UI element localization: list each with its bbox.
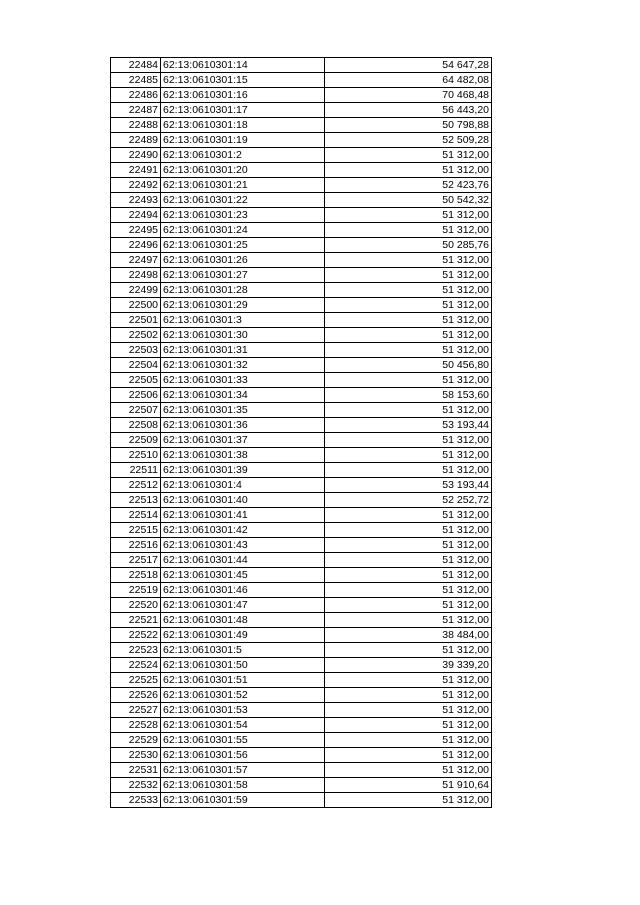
row-number-cell: 22497	[111, 253, 161, 268]
cadastral-number-cell: 62:13:0610301:2	[161, 148, 325, 163]
value-cell: 38 484,00	[325, 628, 492, 643]
row-number-cell: 22490	[111, 148, 161, 163]
row-number-cell: 22532	[111, 778, 161, 793]
table-row	[111, 523, 492, 538]
row-number-cell: 22518	[111, 568, 161, 583]
row-number-cell: 22512	[111, 478, 161, 493]
cadastral-number-cell: 62:13:0610301:32	[161, 358, 325, 373]
table-row	[111, 178, 492, 193]
value-cell: 53 193,44	[325, 418, 492, 433]
table-row	[111, 568, 492, 583]
value-cell: 51 312,00	[325, 538, 492, 553]
value-cell: 51 312,00	[325, 733, 492, 748]
value-cell: 50 798,88	[325, 118, 492, 133]
table-row	[111, 538, 492, 553]
value-cell: 54 647,28	[325, 58, 492, 73]
cadastral-number-cell: 62:13:0610301:19	[161, 133, 325, 148]
value-cell: 51 312,00	[325, 433, 492, 448]
value-cell: 51 312,00	[325, 718, 492, 733]
value-cell: 51 312,00	[325, 373, 492, 388]
value-cell: 50 542,32	[325, 193, 492, 208]
cadastral-number-cell: 62:13:0610301:47	[161, 598, 325, 613]
row-number-cell: 22531	[111, 763, 161, 778]
table-row	[111, 763, 492, 778]
row-number-cell: 22506	[111, 388, 161, 403]
table-row	[111, 583, 492, 598]
row-number-cell: 22505	[111, 373, 161, 388]
cadastral-number-cell: 62:13:0610301:5	[161, 643, 325, 658]
cadastral-number-cell: 62:13:0610301:34	[161, 388, 325, 403]
cadastral-number-cell: 62:13:0610301:55	[161, 733, 325, 748]
value-cell: 52 423,76	[325, 178, 492, 193]
row-number-cell: 22494	[111, 208, 161, 223]
value-cell: 56 443,20	[325, 103, 492, 118]
table-row	[111, 268, 492, 283]
row-number-cell: 22500	[111, 298, 161, 313]
value-cell: 51 312,00	[325, 793, 492, 808]
cadastral-number-cell: 62:13:0610301:24	[161, 223, 325, 238]
table-row	[111, 253, 492, 268]
row-number-cell: 22491	[111, 163, 161, 178]
cadastral-number-cell: 62:13:0610301:57	[161, 763, 325, 778]
table-row	[111, 73, 492, 88]
row-number-cell: 22502	[111, 328, 161, 343]
value-cell: 64 482,08	[325, 73, 492, 88]
table-row	[111, 553, 492, 568]
table-row	[111, 298, 492, 313]
cadastral-number-cell: 62:13:0610301:16	[161, 88, 325, 103]
row-number-cell: 22498	[111, 268, 161, 283]
row-number-cell: 22484	[111, 58, 161, 73]
table-row	[111, 613, 492, 628]
row-number-cell: 22487	[111, 103, 161, 118]
value-cell: 50 285,76	[325, 238, 492, 253]
table-row	[111, 478, 492, 493]
row-number-cell: 22515	[111, 523, 161, 538]
cadastral-number-cell: 62:13:0610301:20	[161, 163, 325, 178]
value-cell: 51 312,00	[325, 688, 492, 703]
value-cell: 51 312,00	[325, 643, 492, 658]
table-row	[111, 343, 492, 358]
table-row	[111, 628, 492, 643]
cadastral-number-cell: 62:13:0610301:52	[161, 688, 325, 703]
table-row	[111, 238, 492, 253]
cadastral-number-cell: 62:13:0610301:3	[161, 313, 325, 328]
row-number-cell: 22511	[111, 463, 161, 478]
row-number-cell: 22530	[111, 748, 161, 763]
row-number-cell: 22488	[111, 118, 161, 133]
row-number-cell: 22524	[111, 658, 161, 673]
cadastral-number-cell: 62:13:0610301:27	[161, 268, 325, 283]
row-number-cell: 22507	[111, 403, 161, 418]
cadastral-number-cell: 62:13:0610301:38	[161, 448, 325, 463]
row-number-cell: 22504	[111, 358, 161, 373]
cadastral-number-cell: 62:13:0610301:50	[161, 658, 325, 673]
table-row	[111, 718, 492, 733]
cadastral-number-cell: 62:13:0610301:23	[161, 208, 325, 223]
cadastral-number-cell: 62:13:0610301:43	[161, 538, 325, 553]
value-cell: 39 339,20	[325, 658, 492, 673]
table-row	[111, 448, 492, 463]
cadastral-number-cell: 62:13:0610301:26	[161, 253, 325, 268]
table-row	[111, 403, 492, 418]
cadastral-number-cell: 62:13:0610301:49	[161, 628, 325, 643]
value-cell: 51 312,00	[325, 298, 492, 313]
cadastral-number-cell: 62:13:0610301:53	[161, 703, 325, 718]
table-row	[111, 328, 492, 343]
table-row	[111, 688, 492, 703]
table-row	[111, 88, 492, 103]
row-number-cell: 22520	[111, 598, 161, 613]
value-cell: 51 312,00	[325, 343, 492, 358]
row-number-cell: 22526	[111, 688, 161, 703]
value-cell: 51 312,00	[325, 763, 492, 778]
cadastral-number-cell: 62:13:0610301:21	[161, 178, 325, 193]
value-cell: 51 312,00	[325, 223, 492, 238]
row-number-cell: 22485	[111, 73, 161, 88]
row-number-cell: 22533	[111, 793, 161, 808]
cadastral-number-cell: 62:13:0610301:22	[161, 193, 325, 208]
value-cell: 51 312,00	[325, 253, 492, 268]
value-cell: 51 312,00	[325, 268, 492, 283]
value-cell: 51 312,00	[325, 403, 492, 418]
value-cell: 51 312,00	[325, 523, 492, 538]
value-cell: 51 312,00	[325, 328, 492, 343]
cadastral-number-cell: 62:13:0610301:39	[161, 463, 325, 478]
row-number-cell: 22495	[111, 223, 161, 238]
table-row	[111, 643, 492, 658]
table-row	[111, 283, 492, 298]
row-number-cell: 22528	[111, 718, 161, 733]
cadastral-number-cell: 62:13:0610301:29	[161, 298, 325, 313]
row-number-cell: 22522	[111, 628, 161, 643]
cadastral-number-cell: 62:13:0610301:44	[161, 553, 325, 568]
table-row	[111, 358, 492, 373]
table-row	[111, 58, 492, 73]
table-row	[111, 778, 492, 793]
table-row	[111, 793, 492, 808]
cadastral-number-cell: 62:13:0610301:37	[161, 433, 325, 448]
table-row	[111, 433, 492, 448]
cadastral-number-cell: 62:13:0610301:48	[161, 613, 325, 628]
cadastral-number-cell: 62:13:0610301:4	[161, 478, 325, 493]
value-cell: 51 312,00	[325, 598, 492, 613]
row-number-cell: 22521	[111, 613, 161, 628]
table-row	[111, 703, 492, 718]
value-cell: 51 312,00	[325, 703, 492, 718]
value-cell: 52 252,72	[325, 493, 492, 508]
cadastral-number-cell: 62:13:0610301:46	[161, 583, 325, 598]
value-cell: 51 312,00	[325, 448, 492, 463]
row-number-cell: 22508	[111, 418, 161, 433]
cadastral-number-cell: 62:13:0610301:51	[161, 673, 325, 688]
row-number-cell: 22501	[111, 313, 161, 328]
table-row	[111, 118, 492, 133]
table-row	[111, 103, 492, 118]
cadastral-number-cell: 62:13:0610301:33	[161, 373, 325, 388]
table-row	[111, 508, 492, 523]
table-row	[111, 463, 492, 478]
cadastral-number-cell: 62:13:0610301:42	[161, 523, 325, 538]
cadastral-number-cell: 62:13:0610301:30	[161, 328, 325, 343]
table-row	[111, 673, 492, 688]
cadastral-number-cell: 62:13:0610301:28	[161, 283, 325, 298]
table-row	[111, 388, 492, 403]
row-number-cell: 22519	[111, 583, 161, 598]
row-number-cell: 22513	[111, 493, 161, 508]
table-row	[111, 493, 492, 508]
row-number-cell: 22525	[111, 673, 161, 688]
value-cell: 51 312,00	[325, 163, 492, 178]
cadastral-number-cell: 62:13:0610301:17	[161, 103, 325, 118]
table-row	[111, 163, 492, 178]
cadastral-number-cell: 62:13:0610301:36	[161, 418, 325, 433]
table-row	[111, 208, 492, 223]
value-cell: 51 312,00	[325, 553, 492, 568]
cadastral-number-cell: 62:13:0610301:15	[161, 73, 325, 88]
row-number-cell: 22514	[111, 508, 161, 523]
row-number-cell: 22509	[111, 433, 161, 448]
value-cell: 51 312,00	[325, 148, 492, 163]
row-number-cell: 22496	[111, 238, 161, 253]
table-row	[111, 598, 492, 613]
row-number-cell: 22499	[111, 283, 161, 298]
table-row	[111, 313, 492, 328]
table-row	[111, 733, 492, 748]
value-cell: 51 312,00	[325, 463, 492, 478]
cadastral-number-cell: 62:13:0610301:56	[161, 748, 325, 763]
cadastral-number-cell: 62:13:0610301:14	[161, 58, 325, 73]
value-cell: 51 312,00	[325, 508, 492, 523]
row-number-cell: 22486	[111, 88, 161, 103]
row-number-cell: 22527	[111, 703, 161, 718]
cadastral-number-cell: 62:13:0610301:58	[161, 778, 325, 793]
table-row	[111, 373, 492, 388]
table-row	[111, 148, 492, 163]
row-number-cell: 22493	[111, 193, 161, 208]
cadastral-number-cell: 62:13:0610301:31	[161, 343, 325, 358]
table-row	[111, 418, 492, 433]
value-cell: 51 312,00	[325, 313, 492, 328]
table-row	[111, 748, 492, 763]
cadastral-number-cell: 62:13:0610301:35	[161, 403, 325, 418]
cadastral-number-cell: 62:13:0610301:18	[161, 118, 325, 133]
cadastral-value-table	[110, 57, 492, 808]
table-row	[111, 193, 492, 208]
cadastral-number-cell: 62:13:0610301:59	[161, 793, 325, 808]
value-cell: 51 910,64	[325, 778, 492, 793]
row-number-cell: 22516	[111, 538, 161, 553]
value-cell: 51 312,00	[325, 748, 492, 763]
cadastral-number-cell: 62:13:0610301:40	[161, 493, 325, 508]
cadastral-number-cell: 62:13:0610301:41	[161, 508, 325, 523]
value-cell: 58 153,60	[325, 388, 492, 403]
row-number-cell: 22517	[111, 553, 161, 568]
row-number-cell: 22492	[111, 178, 161, 193]
value-cell: 53 193,44	[325, 478, 492, 493]
value-cell: 51 312,00	[325, 583, 492, 598]
row-number-cell: 22510	[111, 448, 161, 463]
table-body	[111, 58, 492, 808]
row-number-cell: 22523	[111, 643, 161, 658]
value-cell: 51 312,00	[325, 568, 492, 583]
document-page	[110, 57, 491, 808]
table-row	[111, 223, 492, 238]
value-cell: 70 468,48	[325, 88, 492, 103]
row-number-cell: 22489	[111, 133, 161, 148]
value-cell: 51 312,00	[325, 673, 492, 688]
table-row	[111, 133, 492, 148]
cadastral-number-cell: 62:13:0610301:45	[161, 568, 325, 583]
row-number-cell: 22503	[111, 343, 161, 358]
value-cell: 51 312,00	[325, 613, 492, 628]
value-cell: 51 312,00	[325, 283, 492, 298]
value-cell: 50 456,80	[325, 358, 492, 373]
value-cell: 52 509,28	[325, 133, 492, 148]
cadastral-number-cell: 62:13:0610301:25	[161, 238, 325, 253]
value-cell: 51 312,00	[325, 208, 492, 223]
table-row	[111, 658, 492, 673]
cadastral-number-cell: 62:13:0610301:54	[161, 718, 325, 733]
row-number-cell: 22529	[111, 733, 161, 748]
